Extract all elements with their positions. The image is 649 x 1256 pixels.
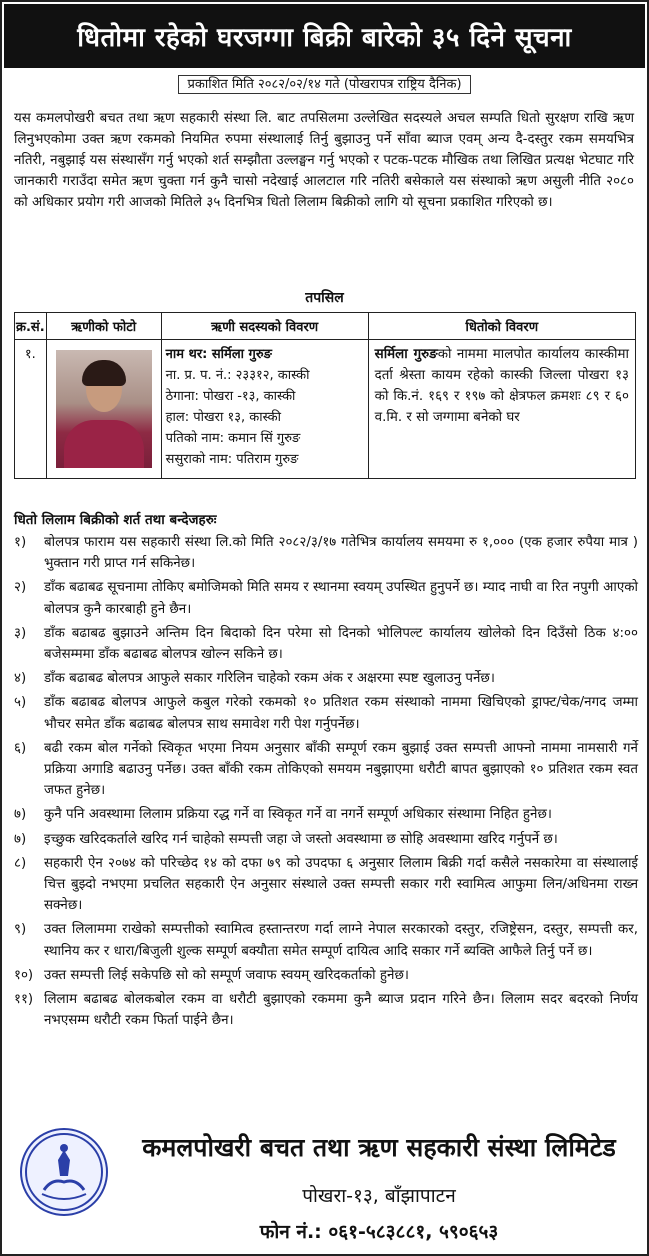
tapasil-heading: तपसिल xyxy=(305,290,344,306)
header-photo: ऋणीको फोटो xyxy=(46,313,161,340)
header-member: ऋणी सदस्यको विवरण xyxy=(161,313,368,340)
condition-text: उक्त लिलाममा राखेको सम्पत्तीको स्वामित्व हस्तान्तरण गर्दा लाग्ने नेपाल सरकारको दस्तुर, रजिष्ट्रेसन, दस्तुर, सम्पत्ती कर, स्थानिय कर र धारा/बिजुली शुल्क सम्पूर्ण बक्यौता समेत सम्पूर्ण दायित्व आदि सकार गर्ने ब्यक्ति आफैले तिर्नु पर्ने छ। xyxy=(44,922,638,959)
cell-sn: १. xyxy=(15,340,47,479)
condition-text: डाँक बढाबढ सूचनामा तोकिए बमोजिमको मिति समय र स्थानमा स्वयम् उपस्थित हुनुपर्ने छ। म्याद नाघी वा रित नपुगी आएको बोलपत्र कुनै कारबाही हुने छैन। xyxy=(44,580,638,617)
member-name: नाम थर: सर्मिला गुरुङ xyxy=(165,347,272,362)
condition-number: ११) xyxy=(14,992,34,1008)
intro-paragraph: यस कमलपोखरी बचत तथा ऋण सहकारी संस्था लि. बाट तपसिलमा उल्लेखित सदस्यले अचल सम्पति धितो सुरक्षण राखि ऋण लिनुभएकोमा उक्त ऋण रकमको नियमित रुपमा संस्थालाई तिर्नु बुझाउनु पर्ने साँवा ब्याज एवम् अन्य दै-दस्तुर रकम समयभित्र नतिरी, नबुझाई यस संस्थासँग गर्नु भएको शर्त सम्झौता उल्लङ्घन गर्नु भएको र पटक-पटक मौखिक तथा लिखित प्रत्यक्ष भेटघाट गरि जानकारी गराउँदा समेत ऋण चुक्ता गर्न कुनै चासो नदेखाई आलटाल गरि नतिरी बसेकाले यस संस्थाको ऋण असुली नीति २०८० को अधिकार प्रयोग गरी आजको मितिले ३५ दिनभित्र धितो लिलाम बिक्रीको लागि यो सूचना प्रकाशित गरिएको छ। xyxy=(14,111,634,210)
member-citizenship: ना. प्र. प. नं.: २३३१२, कास्की xyxy=(165,368,310,383)
details-table xyxy=(14,312,636,479)
condition-number: ८) xyxy=(14,855,27,871)
cell-photo xyxy=(46,340,161,479)
condition-number: १०) xyxy=(14,967,34,983)
header-collateral: धितोको विवरण xyxy=(368,313,635,340)
header-sn: क्र.सं. xyxy=(15,313,47,340)
list-item xyxy=(14,532,638,574)
cooperative-logo-icon xyxy=(20,1128,108,1216)
publication-date-text: प्रकाशित मिति २०८२/०२/१४ गते (पोखरापत्र राष्ट्रिय दैनिक) xyxy=(178,75,470,94)
list-item xyxy=(14,738,638,802)
condition-number: २) xyxy=(14,580,27,596)
list-item xyxy=(14,965,638,986)
borrower-photo xyxy=(56,350,152,468)
condition-text: बोलपत्र फाराम यस सहकारी संस्था लि.को मिति २०८२/३/१७ गतेभित्र कार्यालय समयमा रु १,००० (एक हजार रुपैया मात्र ) भुक्तान गरी प्राप्त गर्न सकिनेछ। xyxy=(44,535,638,572)
condition-number: ९) xyxy=(14,922,27,938)
organization-phone: फोन नं.: ०६१-५८३८८१, ५९०६५३ xyxy=(259,1221,499,1243)
logo-graphic xyxy=(22,1130,106,1214)
cell-collateral-details xyxy=(368,340,635,479)
condition-text: लिलाम बढाबढ बोलकबोल रकम वा धरौटी बुझाएको रकममा कुनै ब्याज प्रदान गरिने छैन। लिलाम सदर बदरको निर्णय नभएसम्म धरौटी रकम फिर्ता पाईने छैन। xyxy=(44,992,638,1029)
list-item xyxy=(14,919,638,961)
list-item xyxy=(14,668,638,689)
condition-number: ४) xyxy=(14,671,27,687)
condition-number: १) xyxy=(14,535,27,550)
condition-number: ३) xyxy=(14,625,27,641)
table-header-row xyxy=(15,313,636,340)
collateral-description: को नाममा मालपोत कार्यालय कास्कीमा दर्ता श्रेस्ता कायम रहेको कास्की जिल्ला पोखरा १३ को कि.नं. १६९ र १९७ को क्षेत्रफल क्रमशः ८९ र ६० व.मि. र सो जग्गामा बनेको घर xyxy=(374,347,629,425)
condition-text: उक्त सम्पत्ती लिई सकेपछि सो को सम्पूर्ण जवाफ स्वयम् खरिदकर्ताको हुनेछ। xyxy=(44,967,409,983)
list-item xyxy=(14,577,638,619)
member-husband-name: पतिको नाम: कमान सिं गुरुङ xyxy=(165,431,301,446)
cell-member-details xyxy=(161,340,368,479)
member-current-address: हाल: पोखरा १३, कास्की xyxy=(165,410,281,425)
condition-text: कुनै पनि अवस्थामा लिलाम प्रक्रिया रद्ध गर्ने वा स्विकृत गर्ने वा नगर्ने सम्पूर्ण अधिकार संस्थामा निहित हुनेछ। xyxy=(44,807,552,823)
publication-date xyxy=(2,74,647,92)
condition-number: ७) xyxy=(14,807,27,823)
member-father-in-law-name: ससुराको नाम: पतिराम गुरुङ xyxy=(165,452,299,467)
list-item xyxy=(14,692,638,734)
condition-text: इच्छुक खरिदकर्ताले खरिद गर्न चाहेको सम्पत्ती जहा जे जस्तो अवस्थामा छ सोहि अवस्थामा खरिद गर्नुपर्ने छ। xyxy=(44,831,558,847)
list-item xyxy=(14,804,638,825)
list-item xyxy=(14,829,638,850)
condition-text: बढी रकम बोल गर्नेको स्विकृत भएमा नियम अनुसार बाँकी सम्पूर्ण रकम बुझाई उक्त सम्पत्ती आफ्नो नाममा नामसारी गर्ने प्रक्रिया अगाडि बढाउनु पर्नेछ। उक्त बाँकी रकम तोकिएको समयम नबुझाएमा धरौटी बापत बुझाएको १० प्रतिशत रकम स्वत जफत हुनेछ। xyxy=(44,740,638,799)
list-item xyxy=(14,853,638,917)
list-item xyxy=(14,623,638,665)
organization-address: पोखरा-१३, बाँझापाटन xyxy=(302,1185,456,1207)
condition-number: ६) xyxy=(14,740,27,756)
table-row xyxy=(15,340,636,479)
condition-text: डाँक बढाबढ बुझाउने अन्तिम दिन बिदाको दिन परेमा सो दिनको भोलिपल्ट कार्यालय खोलेको दिन दिउँसो ठिक ४:०० बजेसम्ममा डाँक बढाबढ बोलपत्र खोल्न सकिने छ। xyxy=(44,625,638,663)
list-item xyxy=(14,989,638,1031)
condition-number: ७) xyxy=(14,831,27,847)
organization-name: कमलपोखरी बचत तथा ऋण सहकारी संस्था लिमिटेड xyxy=(142,1133,616,1162)
member-address: ठेगाना: पोखरा -१३, कास्की xyxy=(165,389,296,404)
condition-text: डाँक बढाबढ बोलपत्र आफुले सकार गरिलिन चाहेको रकम अंक र अक्षरमा स्पष्ट खुलाउनु पर्नेछ। xyxy=(44,671,495,687)
condition-text: डाँक बढाबढ बोलपत्र आफुले कबुल गरेको रकमको १० प्रतिशत रकम संस्थाको नाममा खिचिएको ड्राफ्ट/चेक/नगद जम्मा भौचर समेत डाँक बढाबढ बोलपत्र साथ समावेश गरी पेश गर्नुपर्नेछ। xyxy=(44,695,638,732)
conditions-title: धितो लिलाम बिक्रीको शर्त तथा बन्देजहरुः xyxy=(14,512,217,528)
notice-title: धितोमा रहेको घरजग्गा बिक्री बारेको ३५ दिने सूचना xyxy=(4,4,645,68)
condition-number: ५) xyxy=(14,695,27,711)
footer xyxy=(4,1124,645,1254)
conditions-list xyxy=(14,532,638,1034)
collateral-owner-name: सर्मिला गुरुङ xyxy=(374,347,438,362)
condition-text: सहकारी ऐन २०७४ को परिच्छेद १४ को दफा ७९ को उपदफा ६ अनुसार लिलाम बिक्री गर्दा कसैले नसकारेमा वा संस्थालाई चित्त बुझ्दो नभएमा प्रचलित सहकारी ऐन अनुसार संस्थाले उक्त सम्पत्ती सकार गरी स्वामित्व आफुमा लिन/अधिनमा राख्न सक्नेछ। xyxy=(44,855,638,914)
